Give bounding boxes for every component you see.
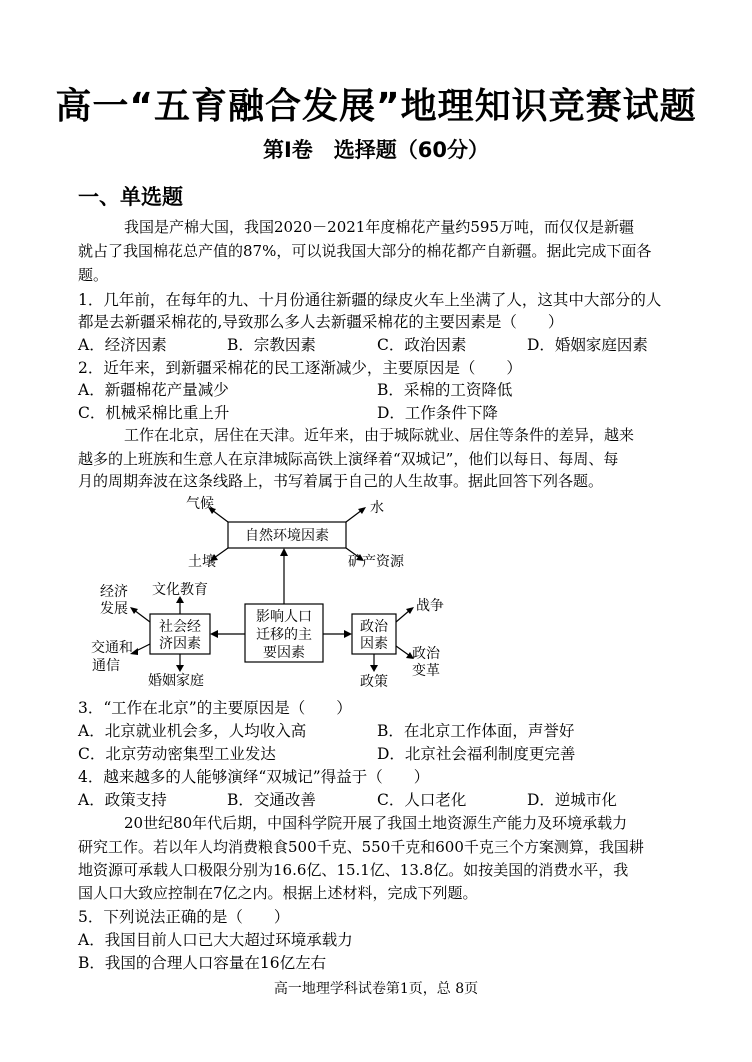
econ-label: 发展 (100, 601, 128, 617)
change-label: 政治 (412, 646, 440, 662)
q3-option-b: B．在北京工作体面，声誉好 (377, 722, 575, 740)
water-label: 水 (370, 500, 384, 516)
q5-option-b: B．我国的合理人口容量在16亿左右 (78, 954, 327, 972)
war-label: 战争 (416, 598, 444, 614)
center-label: 迁移的主 (256, 627, 312, 643)
q2-option-b: B．采棉的工资降低 (377, 381, 513, 399)
q1-option-d: D．婚姻家庭因素 (527, 336, 648, 354)
soil-label: 土壤 (188, 554, 216, 570)
material2-line: 越多的上班族和生意人在京津城际高铁上演绎着“双城记”，他们以每日、每周、每 (78, 450, 619, 468)
center-label: 影响人口 (256, 609, 312, 625)
q4-option-b: B．交通改善 (227, 791, 316, 809)
question-2-stem: 2．近年来，到新疆采棉花的民工逐渐减少，主要原因是（ ） (78, 359, 522, 377)
q4-option-c: C．人口老化 (377, 791, 467, 809)
page-title: 高一“五育融合发展”地理知识竞赛试题 (55, 86, 697, 127)
q1-option-b: B．宗教因素 (227, 336, 316, 354)
natural-factors-label: 自然环境因素 (245, 528, 329, 544)
migration-factors-diagram (90, 492, 450, 692)
material3-line: 国人口大致应控制在7亿之内。根据上述材料，完成下列题。 (78, 884, 478, 902)
social-label: 济因素 (159, 636, 201, 652)
page-footer: 高一地理学科试卷第1页，总 8页 (273, 981, 479, 997)
q4-option-a: A．政策支持 (78, 791, 167, 809)
q2-option-a: A．新疆棉花产量减少 (78, 381, 229, 399)
q3-option-a: A．北京就业机会多，人均收入高 (78, 722, 307, 740)
mineral-label: 矿产资源 (348, 554, 404, 570)
q3-option-d: D．北京社会福利制度更完善 (377, 745, 576, 763)
q3-option-c: C．北京劳动密集型工业发达 (78, 745, 276, 763)
political-label: 政治 (360, 619, 388, 635)
question-1-stem: 1．几年前，在每年的九、十月份通往新疆的绿皮火车上坐满了人，这其中大部分的人 (78, 291, 662, 309)
section-subtitle: 第Ⅰ卷 选择题（60分） (262, 138, 490, 162)
policy-label: 政策 (360, 674, 388, 690)
political-label: 因素 (360, 636, 388, 652)
section-heading: 一、单选题 (78, 185, 183, 209)
question-1-stem: 都是去新疆采棉花的,导致那么多人去新疆采棉花的主要因素是（ ） (78, 313, 564, 331)
q2-option-d: D．工作条件下降 (377, 404, 498, 422)
material1-line: 题。 (78, 266, 109, 284)
transport-label: 通信 (92, 658, 120, 674)
marriage-label: 婚姻家庭 (148, 673, 204, 689)
material3-line: 20世纪80年代后期，中国科学院开展了我国土地资源生产能力及环境承载力 (124, 814, 628, 832)
q2-option-c: C．机械采棉比重上升 (78, 404, 230, 422)
question-5-stem: 5．下列说法正确的是（ ） (78, 908, 290, 926)
material1-line: 我国是产棉大国，我国2020－2021年度棉花产量约595万吨，而仅仅是新疆 (124, 218, 634, 236)
material3-line: 研究工作。若以年人均消费粮食500千克、550千克和600千克三个方案测算，我国耕 (78, 838, 644, 856)
climate-label: 气候 (186, 496, 214, 512)
material1-line: 就占了我国棉花总产值的87%，可以说我国大部分的棉花都产自新疆。据此完成下面各 (78, 242, 652, 260)
material2-line: 月的周期奔波在这条线路上，书写着属于自己的人生故事。据此回答下列各题。 (78, 472, 604, 490)
change-label: 变革 (412, 663, 440, 679)
edu-label: 文化教育 (152, 582, 208, 598)
material3-line: 地资源可承载人口极限分别为16.6亿、15.1亿、13.8亿。如按美国的消费水平，我 (78, 861, 629, 879)
q1-option-a: A．经济因素 (78, 336, 167, 354)
q5-option-a: A．我国目前人口已大大超过环境承载力 (78, 931, 353, 949)
transport-label: 交通和 (91, 640, 133, 656)
question-4-stem: 4．越来越多的人能够演绎“双城记”得益于（ ） (78, 768, 430, 786)
econ-label: 经济 (100, 584, 128, 600)
q1-option-c: C．政治因素 (377, 336, 467, 354)
social-label: 社会经 (159, 619, 201, 635)
question-3-stem: 3．“工作在北京”的主要原因是（ ） (78, 699, 352, 717)
center-label: 要因素 (263, 645, 305, 661)
material2-line: 工作在北京，居住在天津。近年来，由于城际就业、居住等条件的差异，越来 (124, 426, 635, 444)
q4-option-d: D．逆城市化 (527, 791, 617, 809)
